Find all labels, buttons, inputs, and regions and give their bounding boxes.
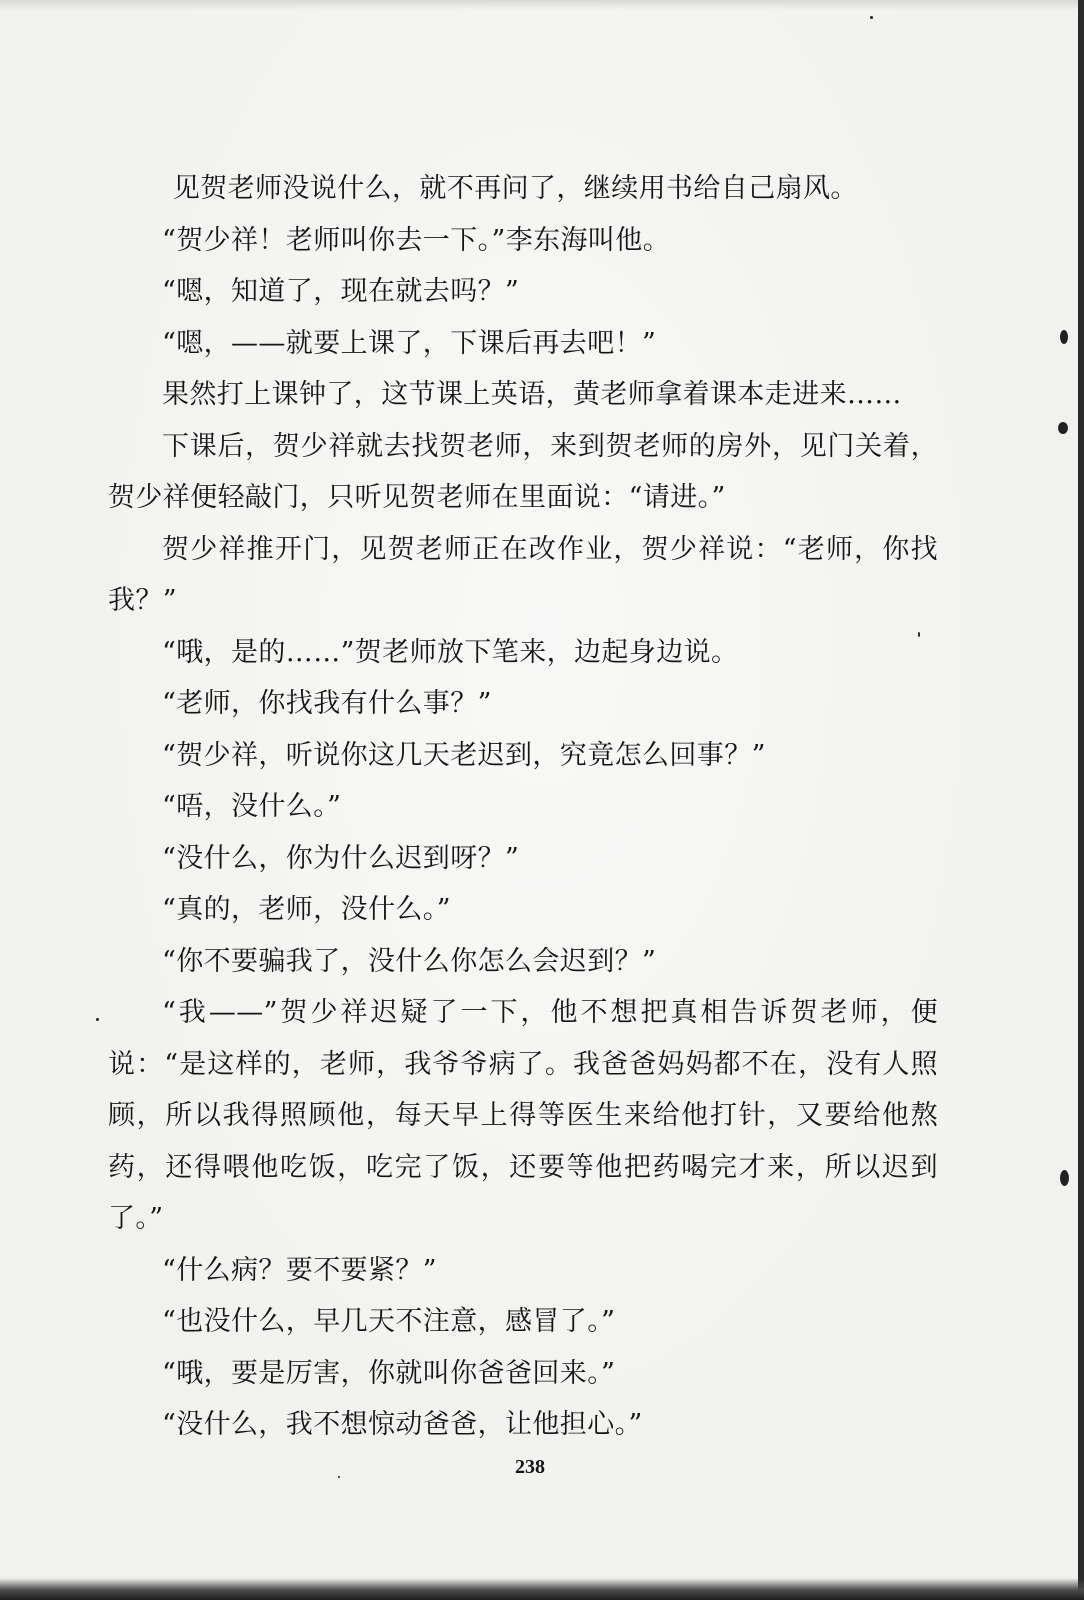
paragraph: “什么病？要不要紧？” — [162, 1254, 438, 1286]
paragraph: “贺少祥，听说你这几天老迟到，究竟怎么回事？” — [162, 739, 766, 771]
paragraph: “哦，是的……”贺老师放下笔来，边起身边说。 — [162, 636, 739, 668]
scan-speck — [1060, 1170, 1069, 1186]
paragraph: “老师，你找我有什么事？” — [162, 688, 492, 719]
paragraph: “嗯，知道了，现在就去吗？” — [162, 276, 520, 307]
scan-bottom-border — [0, 1578, 1084, 1600]
scan-speck — [338, 1476, 340, 1478]
paragraph: “嗯，——就要上课了，下课后再去吧！” — [162, 327, 657, 359]
paragraph: “贺少祥！老师叫你去一下。”李东海叫他。 — [162, 224, 671, 256]
paragraph: 果然打上课钟了，这节课上英语，黄老师拿着课本走进来…… — [162, 379, 902, 410]
scan-top-shadow — [0, 0, 1084, 10]
chapter-text — [108, 163, 938, 1451]
paragraph: “没什么，我不想惊动爸爸，让他担心。” — [162, 1409, 643, 1440]
scan-speck — [870, 16, 873, 19]
scan-speck — [1058, 422, 1068, 434]
paragraph: “我——”贺少祥迟疑了一下，他不想把真相告诉贺老师，便说：“是这样的，老师，我爷爷病了。我爸爸妈妈都不在，没有人照顾，所以我得照顾他，每天早上得等医生来给他打针，又要给他熬药，还得喂他吃饭，吃完了饭，还要等他把药喝完才来，所以迟到了。” — [108, 997, 938, 1234]
paragraph: “哦，要是厉害，你就叫你爸爸回来。” — [162, 1357, 616, 1389]
paragraph: 下课后，贺少祥就去找贺老师，来到贺老师的房外，见门关着，贺少祥便轻敲门，只听见贺老师在里面说：“请进。” — [108, 430, 938, 513]
paragraph: “也没什么，早几天不注意，感冒了。” — [162, 1306, 616, 1337]
paragraph: “没什么，你为什么迟到呀？” — [162, 842, 520, 874]
paragraph: “唔，没什么。” — [162, 791, 342, 822]
page-number: 238 — [515, 1456, 545, 1478]
paragraph: “真的，老师，没什么。” — [162, 894, 451, 925]
paragraph: “你不要骗我了，没什么你怎么会迟到？” — [162, 945, 657, 977]
scan-speck — [1060, 330, 1068, 344]
paragraph: 见贺老师没说什么，就不再问了，继续用书给自己扇风。 — [172, 173, 858, 204]
paragraph: 贺少祥推开门，见贺老师正在改作业，贺少祥说：“老师，你找我？” — [108, 533, 938, 616]
scan-speck — [96, 1018, 99, 1021]
scan-right-border — [1078, 0, 1084, 1600]
